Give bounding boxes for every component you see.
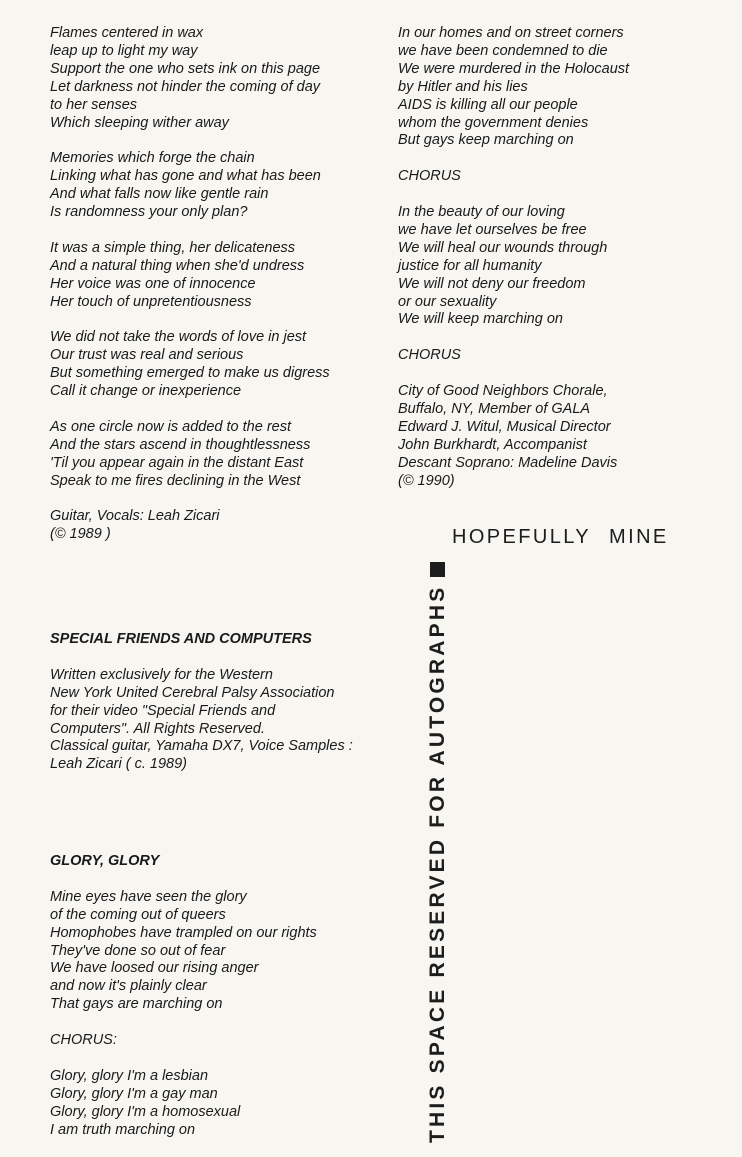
lyric-line: John Burkhardt, Accompanist bbox=[398, 436, 587, 453]
lyric-line: Call it change or inexperience bbox=[50, 383, 242, 400]
special-friends-credits bbox=[50, 667, 395, 774]
autograph-banner-text: THIS SPACE RESERVED FOR AUTOGRAPHS bbox=[426, 584, 449, 1143]
special-friends-title: SPECIAL FRIENDS AND COMPUTERS bbox=[50, 631, 312, 647]
lyric-line: and now it's plainly clear bbox=[50, 978, 207, 995]
lyric-line: we have let ourselves be free bbox=[398, 221, 587, 238]
lyric-line: (© 1990) bbox=[398, 472, 455, 489]
lyric-line: by Hitler and his lies bbox=[398, 78, 528, 95]
lyric-line: Speak to me fires declining in the West bbox=[50, 472, 301, 489]
black-square-icon bbox=[430, 562, 445, 577]
lyric-line: CHORUS bbox=[398, 347, 461, 364]
lyric-line: We were murdered in the Holocaust bbox=[398, 60, 630, 77]
stanza bbox=[50, 1068, 395, 1140]
lyric-line: Glory, glory I'm a lesbian bbox=[50, 1067, 209, 1084]
glory-section bbox=[50, 853, 395, 1157]
lyric-line: Linking what has gone and what has been bbox=[50, 168, 321, 185]
lyric-line: Glory, glory I'm a homosexual bbox=[50, 1103, 241, 1120]
lyric-line: We have loosed our rising anger bbox=[50, 960, 259, 977]
lyric-line: Her voice was one of innocence bbox=[50, 275, 256, 292]
lyric-line: City of Good Neighbors Chorale, bbox=[398, 383, 608, 400]
lyric-line: In our homes and on street corners bbox=[398, 25, 624, 41]
glory-lyrics bbox=[50, 889, 395, 1140]
lyric-line: 'Til you appear again in the distant East bbox=[50, 454, 304, 471]
lyric-line: Guitar, Vocals: Leah Zicari bbox=[50, 508, 220, 525]
stanza bbox=[50, 508, 390, 544]
credit-line: New York United Cerebral Palsy Association bbox=[50, 684, 335, 701]
stanza bbox=[50, 1032, 395, 1050]
stanza bbox=[398, 204, 728, 329]
credit-line: Classical guitar, Yamaha DX7, Voice Samples : bbox=[50, 738, 353, 755]
lyric-line: And a natural thing when she'd undress bbox=[50, 257, 305, 274]
lyric-line: Descant Soprano: Madeline Davis bbox=[398, 454, 618, 471]
lyric-line: That gays are marching on bbox=[50, 996, 223, 1013]
lyric-line: I am truth marching on bbox=[50, 1121, 196, 1138]
lyric-line: Glory, glory I'm a gay man bbox=[50, 1085, 218, 1102]
lyric-line: justice for all humanity bbox=[398, 257, 542, 274]
lyric-line: Homophobes have trampled on our rights bbox=[50, 924, 317, 941]
stanza bbox=[50, 329, 390, 401]
lyric-line: And the stars ascend in thoughtlessness bbox=[50, 436, 311, 453]
lyric-line: we have been condemned to die bbox=[398, 42, 608, 59]
lyric-line: Which sleeping wither away bbox=[50, 114, 229, 131]
lyric-line: As one circle now is added to the rest bbox=[50, 418, 291, 435]
lyric-line: of the coming out of queers bbox=[50, 906, 226, 923]
special-friends-section bbox=[50, 631, 395, 774]
lyric-line: to her senses bbox=[50, 96, 138, 113]
hopefully-mine-label bbox=[452, 526, 669, 549]
stanza bbox=[398, 347, 728, 365]
lyric-line: They've done so out of fear bbox=[50, 942, 226, 959]
lyric-line: leap up to light my way bbox=[50, 42, 198, 59]
hopefully-word: HOPEFULLY bbox=[452, 526, 592, 548]
lyric-line: Flames centered in wax bbox=[50, 25, 204, 41]
lyric-line: We will heal our wounds through bbox=[398, 239, 608, 256]
mine-word: MINE bbox=[609, 526, 669, 548]
stanza bbox=[50, 25, 390, 132]
lyric-line: We will keep marching on bbox=[398, 311, 563, 328]
stanza bbox=[398, 383, 728, 490]
lyric-line: In the beauty of our loving bbox=[398, 204, 565, 221]
left-lyrics-column bbox=[50, 25, 390, 562]
stanza bbox=[398, 168, 728, 186]
lyric-line: Our trust was real and serious bbox=[50, 347, 244, 364]
lyric-line: Her touch of unpretentiousness bbox=[50, 293, 252, 310]
stanza bbox=[50, 150, 390, 222]
stanza bbox=[398, 25, 728, 150]
lyric-line: CHORUS: bbox=[50, 1032, 117, 1049]
lyric-line: whom the government denies bbox=[398, 114, 589, 131]
lyric-line: (© 1989 ) bbox=[50, 526, 111, 543]
lyric-line: Memories which forge the chain bbox=[50, 150, 255, 167]
credit-line: for their video "Special Friends and bbox=[50, 702, 276, 719]
lyric-line: or our sexuality bbox=[398, 293, 497, 310]
lyric-line: Buffalo, NY, Member of GALA bbox=[398, 400, 591, 417]
glory-title: GLORY, GLORY bbox=[50, 853, 160, 869]
credit-line: Computers". All Rights Reserved. bbox=[50, 720, 265, 737]
lyric-line: We will not deny our freedom bbox=[398, 275, 586, 292]
stanza bbox=[50, 240, 390, 312]
lyric-line: But gays keep marching on bbox=[398, 132, 574, 149]
lyric-line: And what falls now like gentle rain bbox=[50, 186, 269, 203]
stanza bbox=[50, 419, 390, 491]
lyric-line: Edward J. Witul, Musical Director bbox=[398, 418, 611, 435]
lyric-line: Support the one who sets ink on this page bbox=[50, 60, 321, 77]
lyric-line: Mine eyes have seen the glory bbox=[50, 888, 247, 905]
lyric-line: We did not take the words of love in jest bbox=[50, 329, 307, 346]
stanza bbox=[50, 889, 395, 1014]
credit-line: Written exclusively for the Western bbox=[50, 666, 273, 683]
lyric-line: It was a simple thing, her delicateness bbox=[50, 239, 296, 256]
lyric-line: Let darkness not hinder the coming of day bbox=[50, 78, 321, 95]
lyric-line: CHORUS bbox=[398, 168, 461, 185]
credit-line: Leah Zicari ( c. 1989) bbox=[50, 756, 188, 773]
right-lyrics-column bbox=[398, 25, 728, 508]
lyric-line: Is randomness your only plan? bbox=[50, 204, 248, 221]
autograph-banner bbox=[424, 523, 452, 1143]
lyric-line: AIDS is killing all our people bbox=[398, 96, 578, 113]
lyric-line: But something emerged to make us digress bbox=[50, 365, 330, 382]
